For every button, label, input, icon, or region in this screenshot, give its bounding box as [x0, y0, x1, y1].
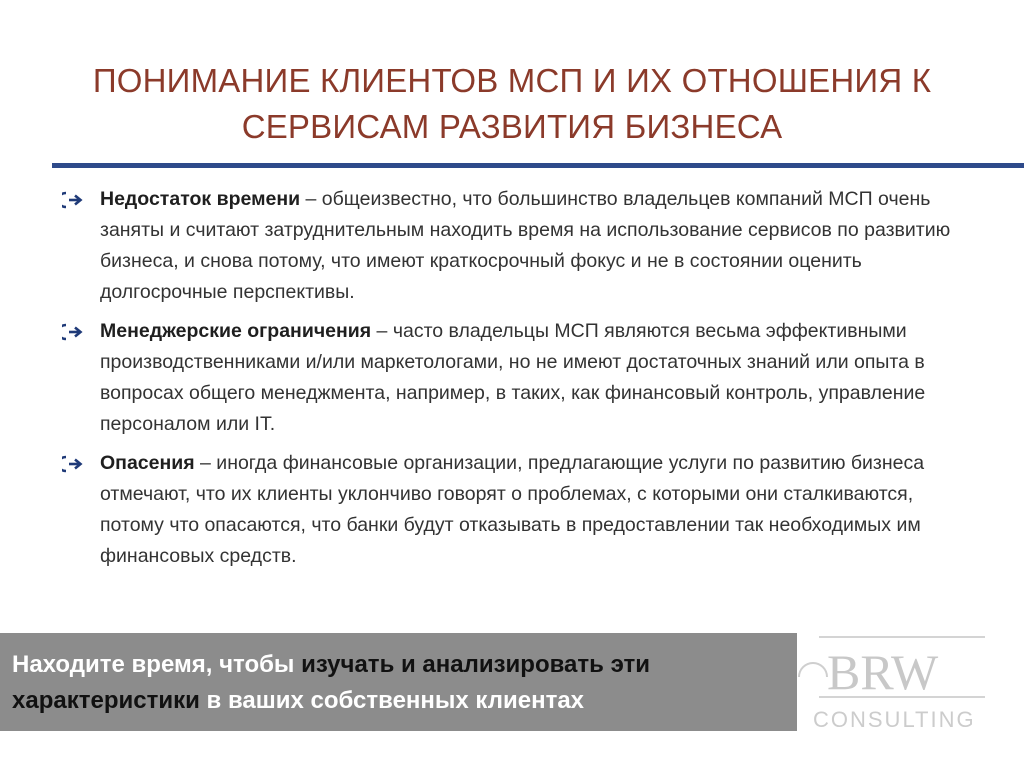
slide-title-line-1: ПОНИМАНИЕ КЛИЕНТОВ МСП И ИХ ОТНОШЕНИЯ К: [92, 62, 932, 99]
callout-part-1: Находите время, чтобы: [12, 651, 302, 678]
bullet-list: [62, 184, 972, 580]
bullet-text: – иногда финансовые организации, предлагающие услуги по развитию бизнеса отмечают, что их клиенты уклончиво говорят о проблемах, с которыми они сталкиваются, потому что опасаются, что банки будут отказывать в предоставлении так необходимых им финансовых средств.: [100, 452, 925, 567]
bullet-term: Опасения: [100, 452, 195, 474]
logo-brw: BRW: [827, 644, 939, 700]
bullet-term: Недостаток времени: [100, 188, 301, 210]
callout-text: [12, 647, 792, 719]
arrow-right-icon: [62, 454, 84, 474]
slide-title-line-2: СЕРВИСАМ РАЗВИТИЯ БИЗНЕСА: [241, 108, 783, 145]
arrow-right-icon: [62, 190, 84, 210]
title-divider: [52, 163, 1024, 168]
bullet-term: Менеджерские ограничения: [100, 320, 372, 342]
bullet-text: – общеизвестно, что большинство владельцев компаний МСП очень заняты и считают затруднительным находить время на использование сервисов по развитию бизнеса, и снова потому, что имеют краткосрочный фокус и не в состоянии оценить долгосрочные перспективы.: [100, 188, 951, 303]
callout-part-3: в ваших собственных клиентах: [199, 687, 585, 714]
brw-consulting-logo: [797, 633, 1024, 733]
bullet-text: – часто владельцы МСП являются весьма эффективными производственниками и/или маркетологами, но не имеют достаточных знаний или опыта в вопросах общего менеджмента, например, в таких, как финансовый контроль, управление персоналом или IT.: [100, 320, 926, 435]
arrow-right-icon: [62, 322, 84, 342]
callout-banner: [0, 633, 797, 731]
bullet-item-fears: [62, 448, 972, 572]
callout-emphasis: изучать и анализировать эти характеристики: [12, 651, 651, 714]
bullet-item-time: [62, 184, 972, 308]
logo-consulting: CONSULTING: [813, 707, 976, 732]
bullet-item-management: [62, 316, 972, 440]
slide-title: [40, 58, 984, 150]
